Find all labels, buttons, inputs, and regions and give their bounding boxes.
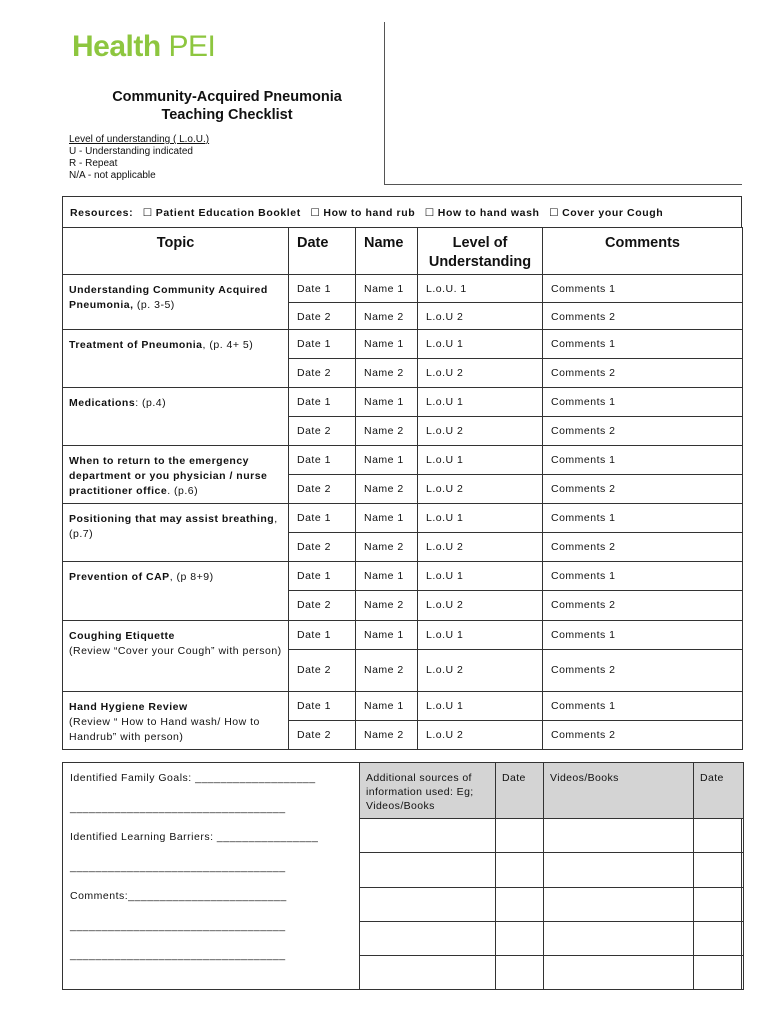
source-cell[interactable] — [360, 853, 496, 887]
comments-cell[interactable]: Comments 1 — [543, 275, 743, 303]
document-header — [0, 0, 770, 190]
header-comments: Comments — [543, 228, 743, 275]
health-pei-logo: Health PEI — [72, 30, 216, 63]
lou-cell[interactable]: L.o.U 1 — [418, 504, 543, 533]
lou-cell[interactable]: L.o.U 2 — [418, 303, 543, 330]
date-cell[interactable]: Date 1 — [289, 504, 356, 533]
topic-cell: Hand Hygiene Review (Review “ How to Hand wash/ How to Handrub” with person) — [63, 692, 289, 750]
lou-cell[interactable]: L.o.U. 1 — [418, 275, 543, 303]
table-row — [63, 388, 743, 417]
name-cell[interactable]: Name 2 — [356, 650, 418, 692]
legend-item: U - Understanding indicated — [69, 146, 193, 157]
sources-header-row — [360, 763, 744, 819]
table-row — [63, 446, 743, 475]
table-row — [63, 504, 743, 533]
table-header-row — [63, 228, 743, 275]
sources-header-videos-books: Videos/Books — [544, 763, 694, 819]
lou-cell[interactable]: L.o.U 1 — [418, 446, 543, 475]
comments-cell[interactable]: Comments 2 — [543, 533, 743, 562]
resource-how-to-hand-wash: How to hand wash — [437, 207, 540, 219]
header-name: Name — [356, 228, 418, 275]
date-cell[interactable]: Date 2 — [289, 721, 356, 750]
source-date-cell[interactable] — [694, 955, 744, 989]
resource-patient-education-booklet: Patient Education Booklet — [155, 207, 301, 219]
lou-cell[interactable]: L.o.U 2 — [418, 591, 543, 621]
header-date: Date — [289, 228, 356, 275]
comments-line-3[interactable]: __________________________________ — [70, 949, 286, 961]
name-cell[interactable]: Name 1 — [356, 562, 418, 591]
date-cell[interactable]: Date 1 — [289, 562, 356, 591]
sources-row — [360, 921, 744, 955]
teaching-checklist-table — [62, 227, 743, 750]
comments-cell[interactable]: Comments 2 — [543, 721, 743, 750]
lou-cell[interactable]: L.o.U 1 — [418, 330, 543, 359]
topic-cell: Medications: (p.4) — [63, 388, 289, 446]
lou-cell[interactable]: L.o.U 2 — [418, 533, 543, 562]
comments-line-2[interactable]: __________________________________ — [70, 920, 286, 932]
legend-title: Level of understanding ( L.o.U.) — [69, 134, 210, 145]
topic-cell: When to return to the emergency department or you physician / nurse practitioner office. (p.6) — [63, 446, 289, 504]
legend-item: N/A - not applicable — [69, 170, 156, 181]
source-cell[interactable] — [360, 887, 496, 921]
source-media-cell[interactable] — [544, 955, 694, 989]
date-cell[interactable]: Date 2 — [289, 591, 356, 621]
learning-barriers-line-2[interactable]: __________________________________ — [70, 861, 286, 873]
name-cell[interactable]: Name 2 — [356, 475, 418, 504]
name-cell[interactable]: Name 1 — [356, 275, 418, 303]
sources-header-date-2: Date — [694, 763, 744, 819]
source-cell[interactable] — [360, 955, 496, 989]
source-date-cell[interactable] — [496, 921, 544, 955]
table-row — [63, 275, 743, 303]
checkbox-cover-your-cough[interactable]: ☐ — [549, 207, 560, 219]
sources-header-date: Date — [496, 763, 544, 819]
date-cell[interactable]: Date 1 — [289, 692, 356, 721]
source-media-cell[interactable] — [544, 887, 694, 921]
goals-section — [63, 763, 359, 989]
source-cell[interactable] — [360, 819, 496, 853]
date-cell[interactable]: Date 1 — [289, 330, 356, 359]
lou-cell[interactable]: L.o.U 1 — [418, 621, 543, 650]
lou-cell[interactable]: L.o.U 2 — [418, 417, 543, 446]
date-cell[interactable]: Date 2 — [289, 359, 356, 388]
topic-cell: Positioning that may assist breathing, (p.7) — [63, 504, 289, 562]
source-date-cell[interactable] — [496, 955, 544, 989]
comments-cell[interactable]: Comments 1 — [543, 446, 743, 475]
document-title — [62, 88, 392, 124]
date-cell[interactable]: Date 2 — [289, 417, 356, 446]
legend-item: R - Repeat — [69, 158, 118, 169]
comments-cell[interactable]: Comments 1 — [543, 388, 743, 417]
name-cell[interactable]: Name 2 — [356, 359, 418, 388]
name-cell[interactable]: Name 2 — [356, 303, 418, 330]
comments-cell[interactable]: Comments 2 — [543, 303, 743, 330]
lou-cell[interactable]: L.o.U 2 — [418, 721, 543, 750]
lou-cell[interactable]: L.o.U 1 — [418, 562, 543, 591]
name-cell[interactable]: Name 2 — [356, 533, 418, 562]
comments-cell[interactable]: Comments 2 — [543, 650, 743, 692]
comments-cell[interactable]: Comments 1 — [543, 562, 743, 591]
source-date-cell[interactable] — [694, 853, 744, 887]
comments-cell[interactable]: Comments 1 — [543, 330, 743, 359]
topic-cell: Treatment of Pneumonia, (p. 4+ 5) — [63, 330, 289, 388]
learning-barriers-field[interactable]: Identified Learning Barriers: ________________ — [70, 831, 319, 843]
name-cell[interactable]: Name 2 — [356, 591, 418, 621]
table-row — [63, 330, 743, 359]
sources-row — [360, 955, 744, 989]
goals-and-sources-box — [62, 762, 742, 990]
table-row — [63, 692, 743, 721]
comments-cell[interactable]: Comments 1 — [543, 504, 743, 533]
comments-cell[interactable]: Comments 2 — [543, 417, 743, 446]
source-date-cell[interactable] — [694, 921, 744, 955]
name-cell[interactable]: Name 1 — [356, 504, 418, 533]
lou-cell[interactable]: L.o.U 2 — [418, 650, 543, 692]
additional-sources-table — [359, 762, 744, 990]
date-cell[interactable]: Date 1 — [289, 275, 356, 303]
name-cell[interactable]: Name 2 — [356, 417, 418, 446]
table-row — [63, 562, 743, 591]
date-cell[interactable]: Date 2 — [289, 475, 356, 504]
header-rule — [384, 184, 742, 185]
topic-cell: Coughing Etiquette (Review “Cover your Cough” with person) — [63, 621, 289, 692]
header-topic: Topic — [63, 228, 289, 275]
name-cell[interactable]: Name 1 — [356, 446, 418, 475]
sources-header-info: Additional sources of information used: Eg; Videos/Books — [360, 763, 496, 819]
header-level-of-understanding: Level of Understanding — [418, 228, 543, 275]
source-media-cell[interactable] — [544, 819, 694, 853]
source-media-cell[interactable] — [544, 853, 694, 887]
topic-cell: Understanding Community Acquired Pneumonia, (p. 3-5) — [63, 275, 289, 330]
lou-legend — [69, 134, 209, 182]
date-cell[interactable]: Date 1 — [289, 621, 356, 650]
date-cell[interactable]: Date 2 — [289, 650, 356, 692]
resources-line — [70, 207, 663, 219]
name-cell[interactable]: Name 1 — [356, 330, 418, 359]
source-cell[interactable] — [360, 921, 496, 955]
date-cell[interactable]: Date 1 — [289, 446, 356, 475]
resource-how-to-hand-rub: How to hand rub — [323, 207, 416, 219]
source-date-cell[interactable] — [496, 887, 544, 921]
date-cell[interactable]: Date 2 — [289, 303, 356, 330]
resources-box — [62, 196, 742, 228]
name-cell[interactable]: Name 1 — [356, 388, 418, 417]
checkbox-how-to-hand-wash[interactable]: ☐ — [424, 207, 435, 219]
lou-cell[interactable]: L.o.U 2 — [418, 359, 543, 388]
name-cell[interactable]: Name 1 — [356, 692, 418, 721]
family-goals-field[interactable]: Identified Family Goals: ___________________ — [70, 772, 316, 784]
comments-cell[interactable]: Comments 2 — [543, 591, 743, 621]
comments-cell[interactable]: Comments 2 — [543, 475, 743, 504]
family-goals-line-2[interactable]: __________________________________ — [70, 802, 286, 814]
date-cell[interactable]: Date 1 — [289, 388, 356, 417]
comments-cell[interactable]: Comments 1 — [543, 621, 743, 650]
sources-row — [360, 887, 744, 921]
comments-cell[interactable]: Comments 1 — [543, 692, 743, 721]
table-row — [63, 621, 743, 650]
title-line-1: Community-Acquired Pneumonia — [112, 89, 342, 105]
source-date-cell[interactable] — [496, 819, 544, 853]
lou-cell[interactable]: L.o.U 2 — [418, 475, 543, 504]
checkbox-patient-education-booklet[interactable]: ☐ — [142, 207, 153, 219]
sources-row — [360, 853, 744, 887]
title-line-2: Teaching Checklist — [161, 107, 293, 123]
resource-cover-your-cough: Cover your Cough — [562, 207, 664, 219]
resources-label: Resources: — [70, 207, 134, 219]
name-cell[interactable]: Name 1 — [356, 621, 418, 650]
sources-row — [360, 819, 744, 853]
comments-field[interactable]: Comments:_________________________ — [70, 890, 287, 902]
name-cell[interactable]: Name 2 — [356, 721, 418, 750]
source-date-cell[interactable] — [694, 887, 744, 921]
source-date-cell[interactable] — [496, 853, 544, 887]
lou-cell[interactable]: L.o.U 1 — [418, 388, 543, 417]
topic-cell: Prevention of CAP, (p 8+9) — [63, 562, 289, 621]
source-media-cell[interactable] — [544, 921, 694, 955]
date-cell[interactable]: Date 2 — [289, 533, 356, 562]
lou-cell[interactable]: L.o.U 1 — [418, 692, 543, 721]
source-date-cell[interactable] — [694, 819, 744, 853]
checkbox-how-to-hand-rub[interactable]: ☐ — [310, 207, 321, 219]
comments-cell[interactable]: Comments 2 — [543, 359, 743, 388]
